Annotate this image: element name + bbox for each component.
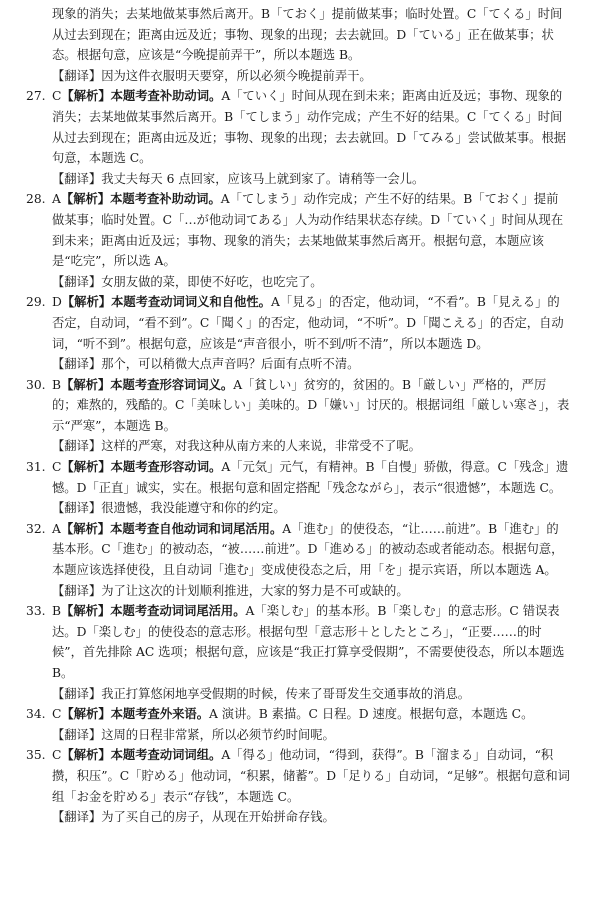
analysis-tag: 【解析】 xyxy=(61,294,112,310)
explanation-paragraph xyxy=(26,601,570,683)
topic: 本题考查形容词词义。 xyxy=(110,376,234,392)
explanation-body: A 演讲。B 素描。C 日程。D 速度。根据句意，本题选 C。 xyxy=(209,707,534,722)
topic: 本题考查动词词组。 xyxy=(110,747,222,763)
analysis-tag: 【解析】 xyxy=(61,88,111,104)
answer-item xyxy=(26,189,570,292)
translation: 【翻译】为了买自己的房子，从现在开始拼命存钱。 xyxy=(52,810,335,825)
topic: 本题考查形容动词。 xyxy=(110,459,222,475)
explanation-body: A「進む」的使役态，“让……前进”。B「進む」的基本形。C「進む」的被动态，“被……前进”。D「進める」的被动态或者能动态。根据句意，本题应该选择使役，且自动词「進む」变成使役态之后，用「を」提示宾语，所以本题选 A。 xyxy=(52,521,564,578)
question-number: 31. xyxy=(26,460,46,475)
answer-letter: C xyxy=(52,460,62,475)
translation: 【翻译】女朋友做的菜，即使不好吃，也吃完了。 xyxy=(52,274,323,289)
explanation-body: A「得る」他动词，“得到，获得”。B「溜まる」自动词，“积攒，积压”。C「貯める」他动词，“积累，储蓄”。D「足りる」自动词，“足够”。根据句意和词组「お金を貯める」表示“存钱”，本题选 C。 xyxy=(52,748,570,804)
analysis-tag: 【解析】 xyxy=(60,191,111,207)
question-number: 28. xyxy=(26,192,46,207)
translation: 【翻译】这周的日程非常紧，所以必须节约时间呢。 xyxy=(52,727,335,742)
explanation-body: A「楽しむ」的基本形。B「楽しむ」的意志形。C 错误表达。D「楽しむ」的使役态的意志形。根据句型「意志形＋としたところ」，“正要……的时候”，首先排除 AC 选项；根据句意，应该是“我正打算享受假期”，不需要使役态，所以本题选 B。 xyxy=(52,604,565,680)
answer-letter: D xyxy=(52,295,62,310)
explanation-paragraph xyxy=(26,292,570,354)
answer-item xyxy=(26,457,570,519)
explanation-body: A「ていく」时间从现在到未来；距离由近及远；事物、现象的消失；去某地做某事然后离开。B「てしまう」动作完成；产生不好的结果。C「てくる」时间从过去到现在；距离由远及近；事物、现象的出现；去去就回。D「てみる」尝试做某事。根据句意，本题选 C。 xyxy=(52,89,567,166)
explanation-body: A「貧しい」贫穷的，贫困的。B「厳しい」严格的，严厉的；难熬的，残酷的。C「美味しい」美味的。D「嫌い」讨厌的。根据词组「厳しい寒さ」，表示“严寒”，本题选 B。 xyxy=(52,377,570,433)
answer-letter: A xyxy=(52,192,61,207)
intro-text: 现象的消失；去某地做某事然后离开。B「ておく」提前做某事；临时处置。C「てくる」时间从过去到现在；距离由远及近；事物、现象的出现；去去就回。D「ている」正在做某事；状态。根据句意，应该是“今晚提前弄干”，所以本题选 B。 xyxy=(52,7,563,63)
analysis-tag: 【解析】 xyxy=(61,603,111,619)
answer-item xyxy=(26,86,570,189)
question-number: 27. xyxy=(26,89,46,104)
explanation-paragraph xyxy=(26,189,570,271)
intro-paragraph xyxy=(26,4,570,66)
answer-items xyxy=(26,86,570,827)
topic: 本题考查自他动词和词尾活用。 xyxy=(110,520,283,536)
analysis-tag: 【解析】 xyxy=(60,520,111,536)
answer-letter: B xyxy=(52,377,62,392)
topic: 本题考查补助动词。 xyxy=(110,191,221,207)
topic: 本题考查补助动词。 xyxy=(110,88,222,104)
analysis-tag: 【解析】 xyxy=(61,376,111,392)
topic: 本题考查动词词尾活用。 xyxy=(110,603,246,619)
topic: 本题考查外来语。 xyxy=(110,706,210,722)
question-number: 30. xyxy=(26,377,46,392)
analysis-tag: 【解析】 xyxy=(61,459,111,475)
explanation-paragraph xyxy=(26,745,570,807)
explanation-body: A「元気」元气，有精神。B「自慢」骄傲，得意。C「残念」遗憾。D「正直」诚实，实在。根据句意和固定搭配「残念ながら」，表示“很遗憾”，本题选 C。 xyxy=(52,460,569,495)
answer-letter: C xyxy=(52,89,62,104)
analysis-tag: 【解析】 xyxy=(61,747,111,763)
answer-item xyxy=(26,601,570,704)
explanation-body: A「見る」的否定，他动词，“不看”。B「見える」的否定，自动词，“看不到”。C「聞く」的否定，他动词，“不听”。D「聞こえる」的否定，自动词，“听不到”。根据句意，应该是“声音很小，听不到/听不清”，所以本题选 D。 xyxy=(52,295,564,351)
answer-item xyxy=(26,292,570,374)
answer-letter: A xyxy=(52,521,61,536)
answer-letter: C xyxy=(52,748,62,763)
translation: 【翻译】我丈夫每天 6 点回家，应该马上就到家了。请稍等一会儿。 xyxy=(52,171,425,186)
topic: 本题考查动词词义和自他性。 xyxy=(111,294,271,310)
translation: 【翻译】为了让这次的计划顺利推进，大家的努力是不可或缺的。 xyxy=(52,583,409,598)
explanation-paragraph xyxy=(26,86,570,168)
translation: 【翻译】这样的严寒，对我这种从南方来的人来说，非常受不了呢。 xyxy=(52,439,421,454)
answer-item xyxy=(26,519,570,601)
explanation-paragraph xyxy=(26,519,570,581)
explanation-paragraph xyxy=(26,457,570,498)
question-number: 34. xyxy=(26,707,46,722)
answer-letter: B xyxy=(52,604,62,619)
question-number: 33. xyxy=(26,604,46,619)
translation: 【翻译】那个，可以稍微大点声音吗？后面有点听不清。 xyxy=(52,357,360,372)
answer-item xyxy=(26,704,570,745)
translation: 【翻译】我正打算悠闲地享受假期的时候，传来了哥哥发生交通事故的消息。 xyxy=(52,686,471,701)
explanation-paragraph xyxy=(26,375,570,437)
question-number: 35. xyxy=(26,748,46,763)
question-number: 32. xyxy=(26,521,46,536)
translation: 【翻译】很遗憾，我没能遵守和你的约定。 xyxy=(52,501,286,516)
answer-item xyxy=(26,745,570,827)
answer-item xyxy=(26,375,570,457)
explanation-paragraph xyxy=(26,704,570,725)
question-number: 29. xyxy=(26,295,46,310)
intro-translation: 【翻译】因为这件衣服明天要穿，所以必须今晚提前弄干。 xyxy=(52,68,372,83)
explanation-body: A「てしまう」动作完成；产生不好的结果。B「ておく」提前做某事；临时处置。C「…が他动词てある」人为动作结果状态存续。D「ていく」时间从现在到未来；距离由近及远；事物、现象的消失；去某地做某事然后离开。根据句意，本题应该是“吃完”，所以选 A。 xyxy=(52,192,564,269)
answer-letter: C xyxy=(52,707,62,722)
analysis-tag: 【解析】 xyxy=(61,706,111,722)
